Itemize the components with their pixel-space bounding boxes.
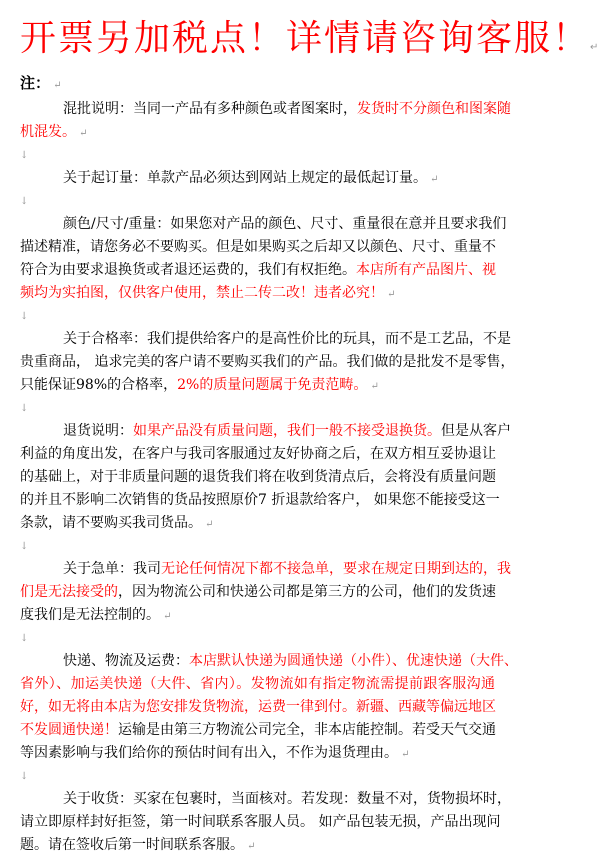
body-text: 颜色/尺寸/重量：如果您对产品的颜色、尺寸、重量很在意并且要求我们	[63, 216, 507, 232]
highlighted-text: 2%的质量问题属于免责范畴。	[177, 377, 368, 393]
highlighted-text: 频均为实拍图，仅供客户使用，禁止二传二改！违者必究！	[20, 285, 384, 301]
document-body	[20, 98, 518, 857]
policy-paragraph	[20, 98, 511, 144]
body-text: 运输是由第三方物流公司完全，非本店能控制。若受天气交通	[118, 722, 496, 738]
text-line	[20, 673, 495, 696]
text-line	[20, 121, 495, 144]
paragraph-break-mark	[20, 305, 495, 328]
text-line	[20, 282, 495, 305]
body-text: 题。请在签收后第一时间联系客服。	[20, 837, 244, 853]
text-line	[20, 512, 495, 535]
highlighted-text: 不发圆通快递！	[20, 722, 118, 738]
body-text: 等因素影响与我们给你的预估时间有出入，不作为退货理由。	[20, 745, 398, 761]
text-line	[20, 811, 501, 834]
body-text: 贵重商品， 追求完美的客户请不要购买我们的产品。我们做的是批发不是零售，	[20, 354, 515, 370]
paragraph-break-mark	[20, 397, 495, 420]
body-text: 的基础上，对于非质量问题的退货我们将在收到货清点后，会将没有质量问题	[20, 469, 496, 485]
highlighted-text: 本店默认快递为圆通快递（小件）、优速快递（大件、	[189, 653, 518, 669]
text-line	[20, 167, 495, 190]
policy-paragraph	[20, 328, 515, 397]
body-text: 混批说明：当同一产品有多种颜色或者图案时，	[63, 101, 357, 117]
body-text: 关于收货：买家在包裹时，当面核对。若发现：数量不对，货物损坏时，	[63, 791, 511, 807]
text-line	[20, 719, 495, 742]
page-title: 开票另加税点！详情请咨询客服！ ↵	[20, 10, 590, 61]
text-line	[20, 466, 495, 489]
text-line	[20, 443, 495, 466]
body-text: 快递、物流及运费：	[63, 653, 189, 669]
text-line	[20, 788, 511, 811]
body-text: 描述精准，请您务必不要购买。但是如果购买之后却又以颜色、尺寸、重量不	[20, 239, 496, 255]
highlighted-text: 发货时不分颜色和图案随	[357, 101, 511, 117]
text-line	[20, 213, 507, 236]
text-line	[20, 236, 495, 259]
body-text: 请立即原样封好拒签，第一时间联系客服人员。 如产品包装无损，产品出现问	[20, 814, 501, 830]
text-line	[20, 489, 500, 512]
paragraph-break-mark	[20, 144, 495, 167]
policy-paragraph	[20, 420, 511, 535]
highlighted-text: 如果产品没有质量问题，我们一般不接受退换货。	[133, 423, 441, 439]
policy-paragraph	[20, 788, 511, 857]
text-line	[20, 420, 511, 443]
highlighted-text: 机混发。	[20, 124, 76, 140]
text-line	[20, 696, 495, 719]
body-text: 度我们是无法控制的。	[20, 607, 160, 623]
body-text: 关于起订量：单款产品必须达到网站上规定的最低起订量。	[63, 170, 427, 186]
body-text: 只能保证98%的合格率，	[20, 377, 178, 393]
paragraph-break-mark	[20, 765, 495, 788]
text-line	[20, 650, 518, 673]
body-text: 条款，请不要购买我司货品。	[20, 515, 202, 531]
text-line	[20, 558, 511, 581]
text-line	[20, 328, 511, 351]
highlighted-text: 好，如无将由本店为您安排发货物流，运费一律到付。新疆、西藏等偏远地区	[20, 699, 496, 715]
text-line	[20, 742, 495, 765]
policy-paragraph	[20, 167, 495, 190]
body-text: 利益的角度出发，在客户与我司客服通过友好协商之后，在双方相互妥协退让	[20, 446, 496, 462]
policy-paragraph	[20, 558, 511, 627]
text-line	[20, 98, 511, 121]
text-line	[20, 581, 495, 604]
text-line	[20, 259, 495, 282]
highlighted-text: 们是无法接受的	[20, 584, 118, 600]
highlighted-text: 本店所有产品图片、视	[356, 262, 496, 278]
paragraph-break-mark	[20, 535, 495, 558]
note-label: 注： ↵	[20, 72, 62, 93]
paragraph-break-mark	[20, 627, 495, 650]
body-text: 关于急单：我司	[63, 561, 161, 577]
text-line	[20, 834, 495, 857]
highlighted-text: 无论任何情况下都不接急单，要求在规定日期到达的，我	[161, 561, 511, 577]
text-line	[20, 351, 515, 374]
highlighted-text: 省外）、加运美快递（大件、省内）。发物流如有指定物流需提前跟客服沟通	[20, 676, 495, 692]
policy-paragraph	[20, 213, 507, 305]
body-text: 退货说明：	[63, 423, 133, 439]
body-text: 的并且不影响二次销售的货品按照原价7 折退款给客户， 如果您不能接受这一	[20, 492, 500, 508]
body-text: 符合为由要求退换货或者退还运费的，我们有权拒绝。	[20, 262, 356, 278]
body-text: 关于合格率：我们提供给客户的是高性价比的玩具，而不是工艺品，不是	[63, 331, 511, 347]
body-text: ，因为物流公司和快递公司都是第三方的公司，他们的发货速	[118, 584, 496, 600]
text-line	[20, 374, 495, 397]
policy-paragraph	[20, 650, 518, 765]
text-line	[20, 604, 495, 627]
body-text: 但是从客户	[441, 423, 511, 439]
paragraph-break-mark	[20, 190, 495, 213]
